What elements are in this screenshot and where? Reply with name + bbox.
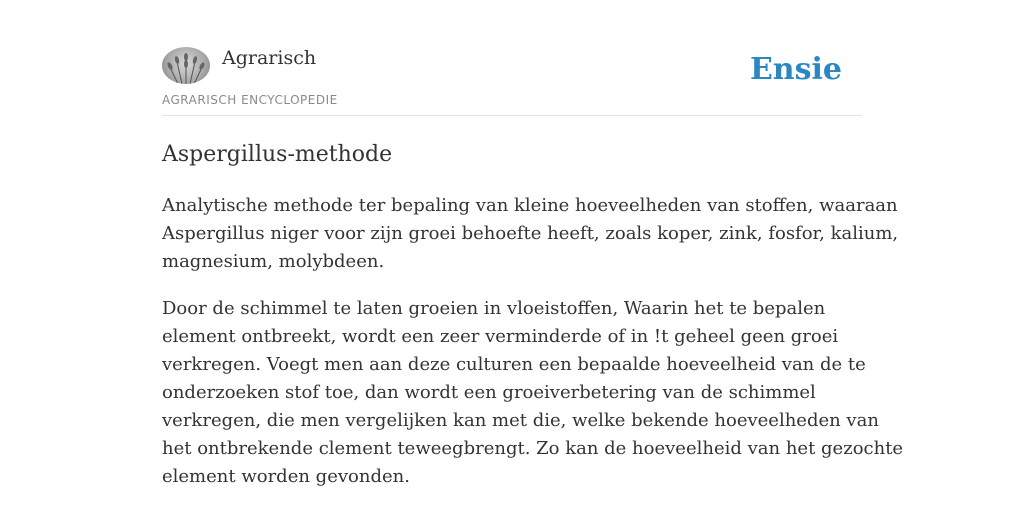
source-name[interactable]: Agrarisch bbox=[222, 47, 317, 69]
paragraph-line: magnesium, molybdeen. bbox=[162, 251, 385, 272]
paragraph-line: het ontbrekende clement teweegbrengt. Zo kan de hoeveelheid van het gezochte bbox=[162, 438, 904, 459]
paragraph-explanation bbox=[162, 295, 904, 491]
wheat-icon[interactable] bbox=[162, 47, 210, 84]
paragraph-line: element ontbreekt, wordt een zeer verminderde of in !t geheel geen groei bbox=[162, 326, 839, 347]
paragraph-line: Aspergillus niger voor zijn groei behoefte heeft, zoals koper, zink, fosfor, kalium, bbox=[162, 223, 899, 244]
source-subtitle[interactable]: AGRARISCH ENCYCLOPEDIE bbox=[162, 93, 338, 107]
paragraph-line: element worden gevonden. bbox=[162, 466, 410, 487]
paragraph-line: verkregen. Voegt men aan deze culturen een bepaalde hoeveelheid van de te bbox=[162, 354, 866, 375]
paragraph-line: Door de schimmel te laten groeien in vloeistoffen, Waarin het te bepalen bbox=[162, 298, 826, 319]
paragraph-line: Analytische methode ter bepaling van kleine hoeveelheden van stoffen, waaraan bbox=[162, 195, 898, 216]
page-title: Aspergillus-methode bbox=[162, 142, 393, 167]
brand-logo[interactable]: Ensie bbox=[749, 52, 842, 87]
paragraph-line: onderzoeken stof toe, dan wordt een groeiverbetering van de schimmel bbox=[162, 382, 816, 403]
paragraph-line: verkregen, die men vergelijken kan met die, welke bekende hoeveelheden van bbox=[162, 410, 879, 431]
paragraph-definition bbox=[162, 192, 899, 276]
header bbox=[162, 46, 862, 116]
